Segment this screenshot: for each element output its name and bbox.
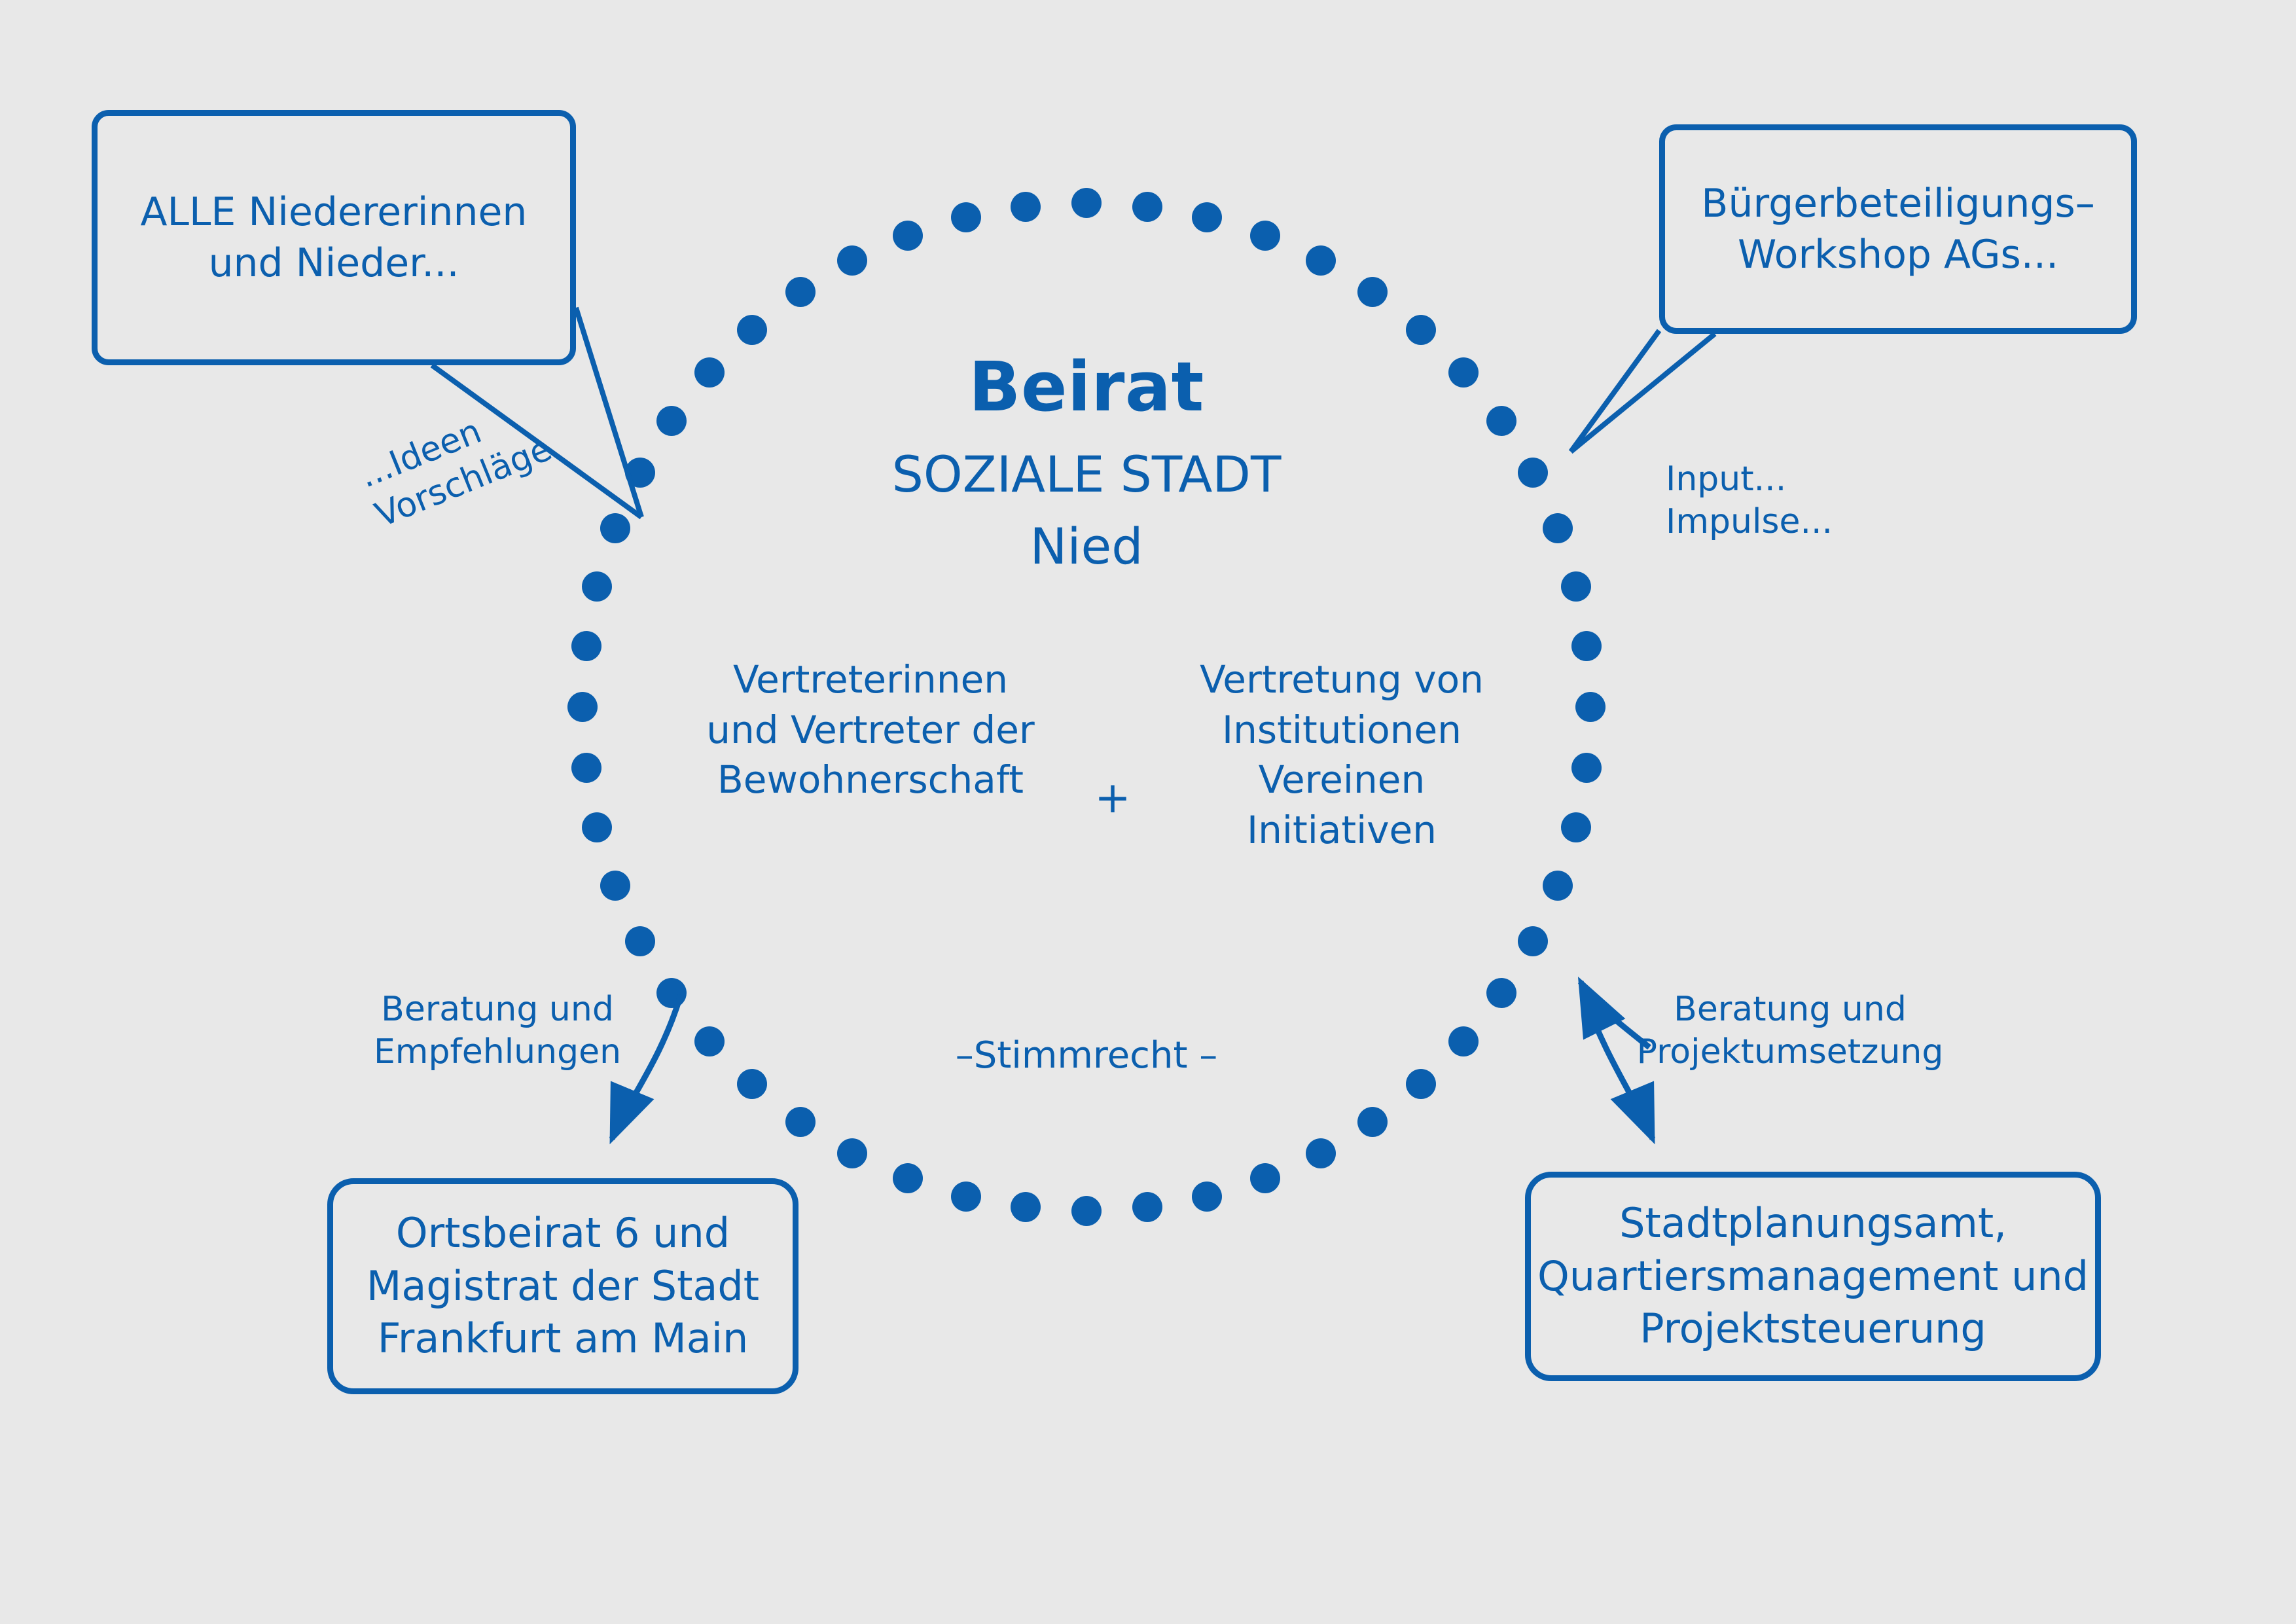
center-right-column: Vertretung von Institutionen Vereinen Initiativen: [1200, 657, 1484, 852]
label-input-impulse: Input... Impulse...: [1666, 460, 1833, 541]
circle-dot: [582, 812, 612, 842]
circle-dot: [656, 406, 687, 436]
circle-dot: [951, 202, 981, 232]
center-subtitle-line2: Nied: [1030, 517, 1143, 575]
circle-dot: [694, 357, 725, 388]
circle-dot: [1250, 1163, 1280, 1193]
circle-dot: [656, 978, 687, 1008]
circle-dot: [625, 926, 655, 956]
circle-dot: [1071, 188, 1102, 218]
circle-dot: [1561, 571, 1591, 602]
circle-dot: [1543, 871, 1573, 901]
callout-stadtplanungsamt[interactable]: Stadtplanungsamt, Quartiersmanagement und Projektsteuerung: [1525, 1172, 2101, 1381]
center-footer-note: –Stimmrecht –: [955, 1034, 1218, 1077]
circle-dot: [1192, 202, 1222, 232]
circle-dot: [1448, 357, 1479, 388]
circle-dot: [1011, 192, 1041, 222]
circle-dot: [694, 1026, 725, 1056]
circle-dot: [1306, 1138, 1336, 1168]
callout-alle[interactable]: ALLE Niedererinnen und Nieder...: [92, 110, 576, 365]
circle-dot: [1575, 692, 1605, 722]
circle-dot: [600, 513, 630, 543]
label-ideen-vorschlaege: ...Ideen Vorschläge: [353, 411, 558, 535]
callout-workshop[interactable]: Bürgerbeteiligungs–Workshop AGs...: [1659, 124, 2137, 334]
circle-dot: [837, 245, 867, 276]
circle-dot: [1250, 221, 1280, 251]
circle-dot: [785, 1107, 816, 1137]
circle-dot: [737, 315, 767, 345]
circle-dot: [737, 1069, 767, 1099]
center-subtitle-line1: SOZIALE STADT: [891, 445, 1282, 503]
circle-dot: [1406, 315, 1436, 345]
circle-dot: [1571, 753, 1602, 783]
circle-dot: [951, 1182, 981, 1212]
label-beratung-projektumsetzung: Beratung und Projektumsetzung: [1636, 990, 1944, 1072]
circle-dot: [1357, 277, 1388, 307]
circle-dot: [1561, 812, 1591, 842]
callout-ortsbeirat[interactable]: Ortsbeirat 6 und Magistrat der Stadt Frankfurt am Main: [327, 1178, 798, 1394]
circle-dot: [1071, 1196, 1102, 1226]
circle-dot: [837, 1138, 867, 1168]
circle-dot: [625, 458, 655, 488]
circle-dot: [1132, 1192, 1162, 1222]
circle-dot: [1518, 926, 1548, 956]
plus-sign: +: [1094, 772, 1131, 823]
circle-dot: [582, 571, 612, 602]
circle-dot: [600, 871, 630, 901]
circle-dot: [1543, 513, 1573, 543]
circle-dot: [567, 692, 598, 722]
circle-dot: [1406, 1069, 1436, 1099]
circle-dot: [1192, 1182, 1222, 1212]
circle-dot: [1357, 1107, 1388, 1137]
center-title: Beirat: [969, 347, 1204, 427]
circle-dot: [571, 753, 601, 783]
circle-dot: [571, 631, 601, 661]
circle-dot: [1518, 458, 1548, 488]
circle-dot: [785, 277, 816, 307]
circle-dot: [1132, 192, 1162, 222]
circle-dot: [893, 1163, 923, 1193]
circle-dot: [1486, 978, 1516, 1008]
label-beratung-empfehlungen: Beratung und Empfehlungen: [373, 990, 622, 1072]
circle-dot: [1486, 406, 1516, 436]
circle-dot: [1448, 1026, 1479, 1056]
circle-dot: [1306, 245, 1336, 276]
center-left-column: Vertreterinnen und Vertreter der Bewohnerschaft: [706, 657, 1035, 803]
circle-dot: [893, 221, 923, 251]
